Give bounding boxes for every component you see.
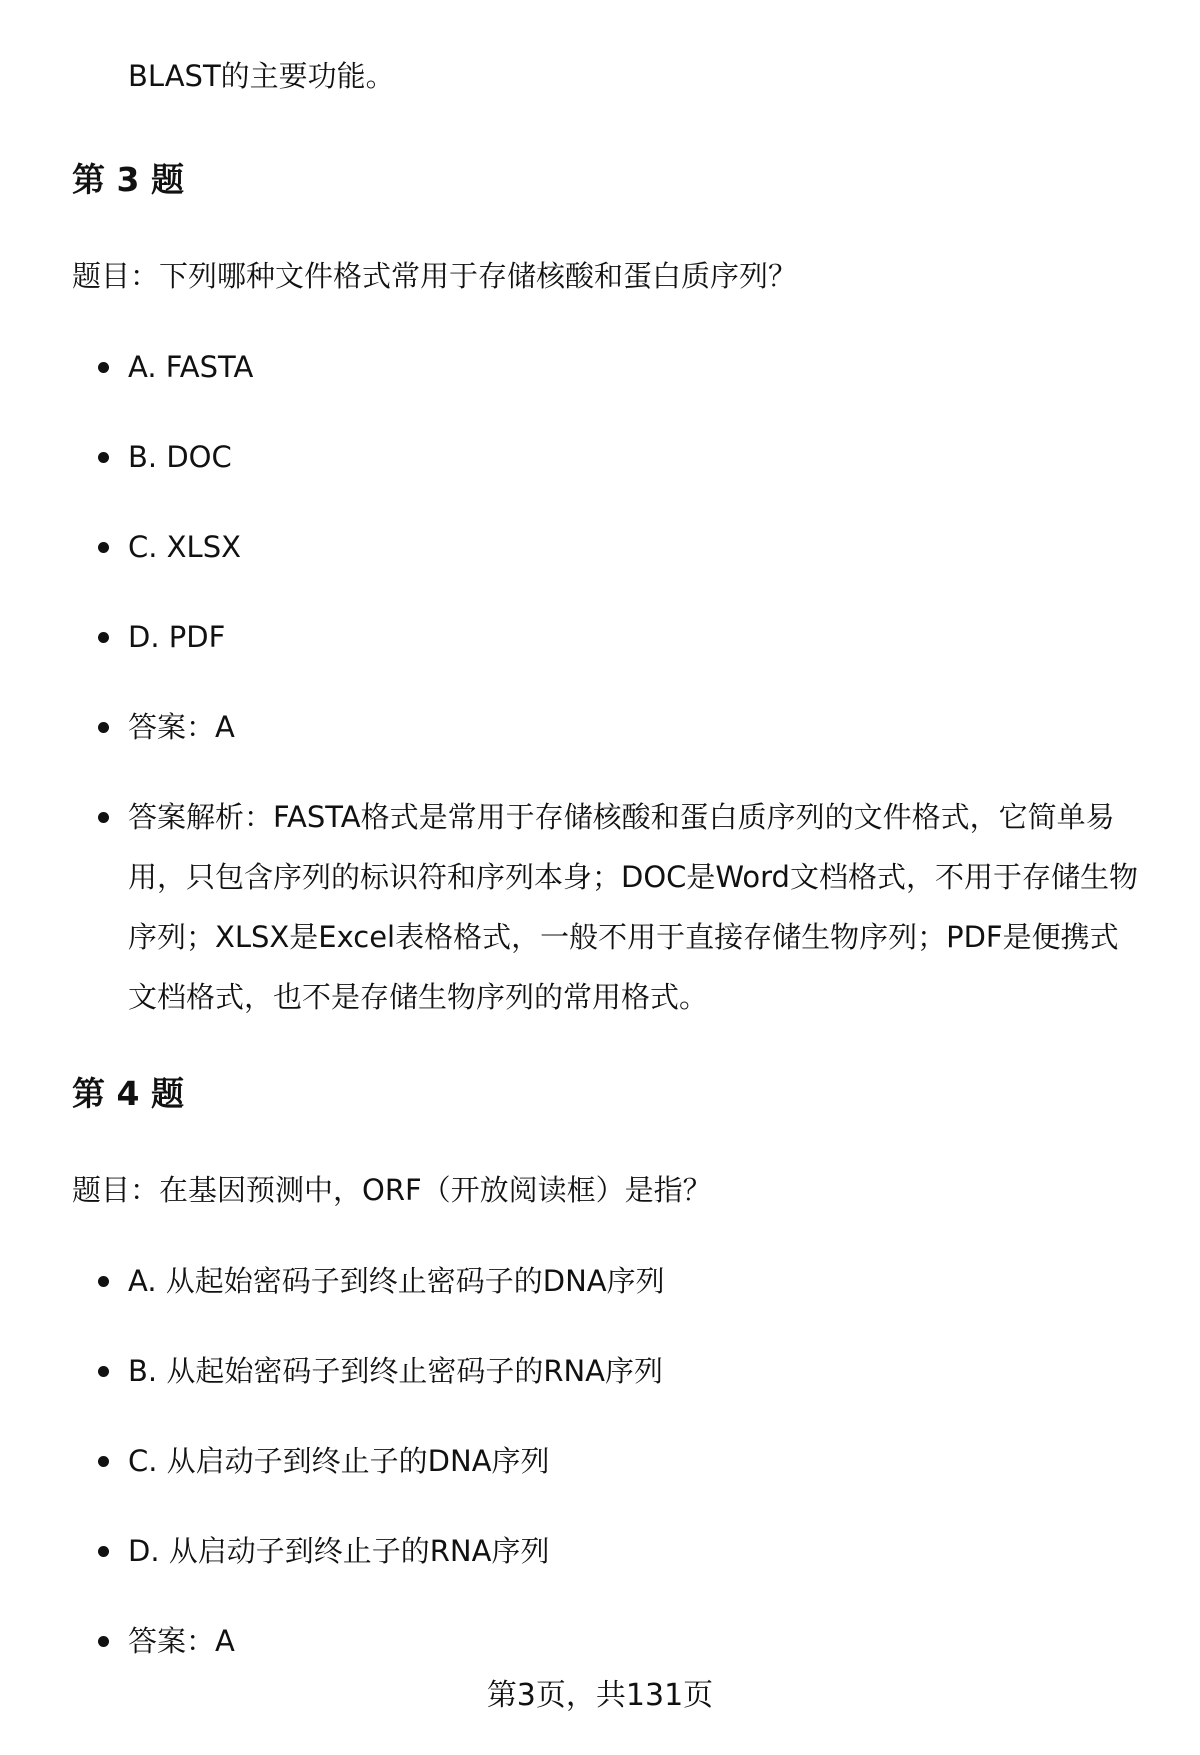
question-3-explanation — [0, 787, 1200, 1027]
question-3-heading: 第 3 题 — [72, 160, 184, 199]
question-4-option-b — [0, 1351, 1200, 1391]
option-text: D. PDF — [128, 620, 226, 654]
question-4-option-c — [0, 1441, 1200, 1481]
bullet-icon — [98, 1546, 109, 1557]
question-3-stem: 题目：下列哪种文件格式常用于存储核酸和蛋白质序列？ — [72, 259, 798, 293]
explanation-text: 答案解析：FASTA格式是常用于存储核酸和蛋白质序列的文件格式，它简单易用，只包含序列的标识符和序列本身；DOC是Word文档格式，不用于存储生物序列；XLSX是Excel表格格式，一般不用于直接存储生物序列；PDF是便携式文档格式，也不是存储生物序列的常用格式。 — [128, 800, 1138, 1014]
bullet-icon — [98, 542, 109, 553]
question-4-heading: 第 4 题 — [72, 1074, 184, 1113]
answer-text: 答案：A — [128, 1624, 235, 1658]
bullet-icon — [98, 1276, 109, 1287]
option-text: B. DOC — [128, 440, 232, 474]
question-3-answer — [0, 707, 1200, 747]
page-footer: 第3页，共131页 — [486, 1678, 714, 1713]
bullet-icon — [98, 1366, 109, 1377]
bullet-icon — [98, 632, 109, 643]
question-4-option-a — [0, 1261, 1200, 1301]
option-text: C. XLSX — [128, 530, 241, 564]
bullet-icon — [98, 362, 109, 373]
continuation-text: BLAST的主要功能。 — [128, 59, 395, 93]
answer-text: 答案：A — [128, 710, 235, 744]
bullet-icon — [98, 722, 109, 733]
bullet-icon — [98, 452, 109, 463]
option-text: A. 从起始密码子到终止密码子的DNA序列 — [128, 1264, 665, 1298]
option-text: D. 从启动子到终止子的RNA序列 — [128, 1534, 550, 1568]
option-text: B. 从起始密码子到终止密码子的RNA序列 — [128, 1354, 664, 1388]
bullet-icon — [98, 812, 109, 823]
option-text: A. FASTA — [128, 350, 254, 384]
option-text: C. 从启动子到终止子的DNA序列 — [128, 1444, 550, 1478]
question-4-options — [0, 1261, 1200, 1711]
question-3-option-a — [0, 347, 1200, 387]
question-4-option-d — [0, 1531, 1200, 1571]
bullet-icon — [98, 1456, 109, 1467]
bullet-icon — [98, 1636, 109, 1647]
question-3-option-d — [0, 617, 1200, 657]
question-4-answer — [0, 1621, 1200, 1661]
question-4-stem: 题目：在基因预测中，ORF（开放阅读框）是指？ — [72, 1173, 712, 1207]
question-3-option-b — [0, 437, 1200, 477]
question-3-options — [0, 347, 1200, 1077]
question-3-option-c — [0, 527, 1200, 567]
